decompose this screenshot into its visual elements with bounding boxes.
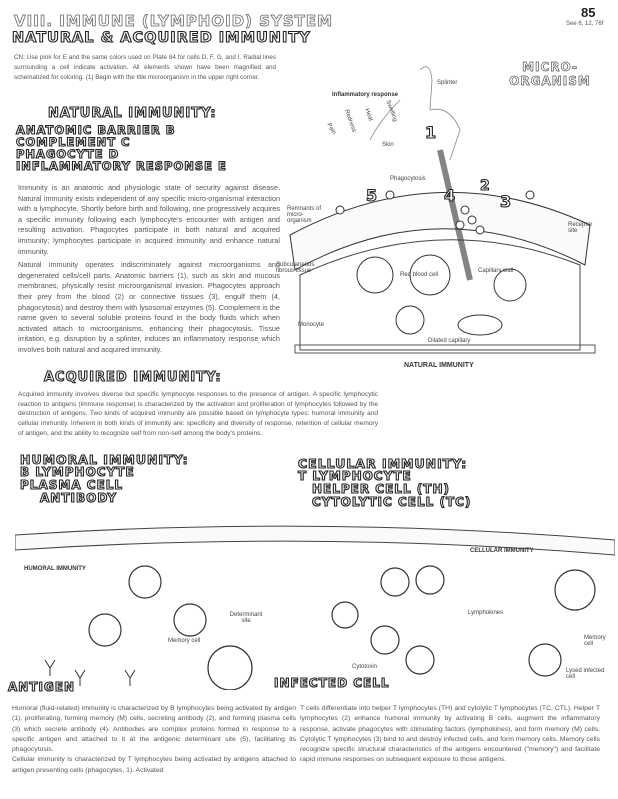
cytolytic-cell-label: CYTOLYTIC CELL (TC): [312, 495, 472, 509]
step-5: 5: [366, 186, 379, 205]
tissue-arc: [300, 240, 580, 350]
acquired-immunity-diagram: [15, 520, 615, 690]
humoral-immunity-heading: HUMORAL IMMUNITY:: [20, 452, 189, 467]
dilated-capillary-label: Dilated capillary: [428, 338, 471, 344]
cellular-diagram-label: CELLULAR IMMUNITY: [470, 548, 534, 554]
natural-paragraph-1: Immunity is an anatomic and physiologic state of security against disease. Natural immunity exists independent of any specific micro-organismal interaction with a lymphocyte. Shortly before birth and following, one progressively acquires a specific immunity following each lymphocyte's encounter with antigen and resulting activation. Phagocytes participate in both natural and acquired immunity; lymphocytes participate in acquired immunity and enhance natural immunity.: [18, 183, 280, 256]
cellular-paragraph: Cellular immunity is characterized by T lymphocytes being activated by antigens attached to antigen presenting cells (phagocytes, 1). Activated: [12, 756, 296, 774]
lymphokines-label: Lymphokines: [468, 610, 504, 616]
step-4: 4: [444, 186, 457, 205]
capillary-wall-label: Capillary wall: [478, 268, 514, 274]
humoral-cellular-text: [12, 704, 296, 779]
lysed-cell-label: Lysed infected cell: [566, 668, 605, 680]
pain-label: Pain: [325, 122, 337, 136]
phagocytosis-label: Phagocytosis: [390, 176, 426, 182]
page-number: 85: [581, 5, 596, 20]
natural-immunity-diagram: [280, 60, 615, 370]
skin-surface: [290, 192, 590, 270]
inflammatory-response-label: INFLAMMATORY RESPONSE E: [16, 159, 227, 173]
receptor-site-label: Receptor site: [568, 222, 593, 234]
microorganism-title: MICRO-ORGANISM: [509, 60, 591, 88]
t-lymphocyte-label: T LYMPHOCYTE: [298, 469, 412, 483]
lymphocyte-cells: [89, 566, 595, 690]
heat-label: Heat: [363, 108, 374, 122]
coloring-instructions: CN: Use pink for E and the same colors used on Plate 84 for cells D, F, G, and I. Radial lines surrounding a cell indicate activation. All elements shown have been magnified and schematized for coloring. (1) Begin with the title microorganism in the upper right corner.: [14, 54, 276, 81]
t-cell-text: T cells differentiate into helper T lymphocytes (TH) and cytolytic T lymphocytes (TC, CTL). Helper T lymphocytes (2) enhance humoral immunity by activating B cells, augment the inflammatory response, activate phagocytes with stimulating factors (lymphokines), and form memory (M) cells. Cytolytic T lymphocytes (3) bind to and destroy infected cells, and form memory cells. Memory cells recognize specific structural characteristics of the antigens encountered ("memory") and facilitate rapid immune responses on subsequent exposure to those antigens.: [300, 705, 600, 764]
helper-cell-label: HELPER CELL (TH): [312, 482, 450, 496]
step-2: 2: [480, 178, 491, 194]
acquired-immunity-heading: ACQUIRED IMMUNITY:: [44, 370, 222, 385]
subcutaneous-label: Subcutaneous fibrous tissue: [276, 262, 315, 274]
memory-cell-label-humoral: Memory cell: [168, 638, 201, 644]
cellular-headings: [298, 457, 471, 509]
inflammatory-response-diagram-label: Inflammatory response: [332, 92, 399, 98]
natural-subheadings: [16, 124, 227, 172]
swelling-label: Swelling: [384, 99, 398, 123]
natural-immunity-caption: NATURAL IMMUNITY: [404, 362, 474, 369]
b-lymphocyte-label: B LYMPHOCYTE: [20, 465, 135, 479]
monocyte-label: Monocyte: [298, 322, 325, 328]
splinter-label: Splinter: [437, 80, 458, 86]
step-1: 1: [425, 123, 438, 142]
red-blood-cell-label: Red blood cell: [400, 272, 439, 278]
cytotoxin-label: Cytotoxin: [352, 664, 378, 670]
humoral-paragraph: Humoral (fluid-related) immunity is characterized by B lymphocytes being activated by antigen (1), proliferating, forming memory (M) cells, secreting antibody (2), and forming plasma cells (3) which secrete antibody (4). Antibodies are complex proteins formed in response to a specific antigen and attached to it at the antigenic determinant site (5), facilitating its phagocytosis.: [12, 705, 296, 754]
skin-label: Skin: [382, 142, 394, 148]
natural-paragraph-2: Natural immunity operates indiscriminately against microorganisms and degenerated cells/cell parts. Anatomic barriers (1), such as skin and mucous membranes, physically resist microorganismal invasion. Phagocytes approach their prey from the blood (2) or connective tissues (3), engulf them (4, phagocytosis) and destroy them with lysosomal enzymes (5). Complement is the name given to several soluble proteins found in the body fluids which when activated attach to microorganisms, enhancing their phagocytosis. Tissue irritation, e.g. disruption by a splinter, induces an inflammatory response which involves both natural and acquired immunity.: [18, 260, 280, 354]
anatomic-barrier-label: ANATOMIC BARRIER B: [16, 123, 176, 137]
complement-label: COMPLEMENT C: [16, 135, 131, 149]
see-reference: See 6, 12, 76f: [566, 21, 604, 27]
memory-cell-label-cellular: Memory cell: [584, 635, 606, 647]
natural-immunity-text: [18, 183, 280, 359]
redness-label: Redness: [342, 108, 357, 134]
determinant-site-label: Determinant site: [229, 612, 263, 624]
plasma-cell-label: PLASMA CELL: [20, 478, 124, 492]
cellular-immunity-heading: CELLULAR IMMUNITY:: [298, 456, 468, 471]
humoral-diagram-label: HUMORAL IMMUNITY: [24, 566, 86, 572]
plate-title: VIII. IMMUNE (LYMPHOID) SYSTEM: [14, 12, 334, 30]
phagocyte-cells: [357, 255, 526, 335]
infected-cell-label: INFECTED CELL: [274, 676, 390, 690]
acquired-immunity-text: Acquired immunity involves diverse but specific lymphocyte responses to the presence of antigen. A specific lymphocytic reaction to antigens (immune response) is characterized by the activation and proliferation of lymphocytes followed by the destruction of antigens. Two kinds of acquired immunity are possible based on lymphocyte types: humoral immunity and cellular immunity. Inherent in both kinds of immunity are: specificity and diversity of response, retention of cellular memory of antigen, and the ability to recognize self from non-self among the body's proteins.: [18, 391, 378, 437]
humoral-headings: [20, 453, 189, 505]
antigen-label: ANTIGEN: [8, 680, 76, 694]
phagocyte-label: PHAGOCYTE D: [16, 147, 120, 161]
step-3: 3: [500, 192, 513, 211]
natural-immunity-heading: NATURAL IMMUNITY:: [48, 106, 217, 121]
antibody-label: ANTIBODY: [40, 491, 118, 505]
plate-subtitle: NATURAL & ACQUIRED IMMUNITY: [12, 30, 311, 46]
remnants-label: Remnants of micro-organism: [287, 206, 322, 224]
